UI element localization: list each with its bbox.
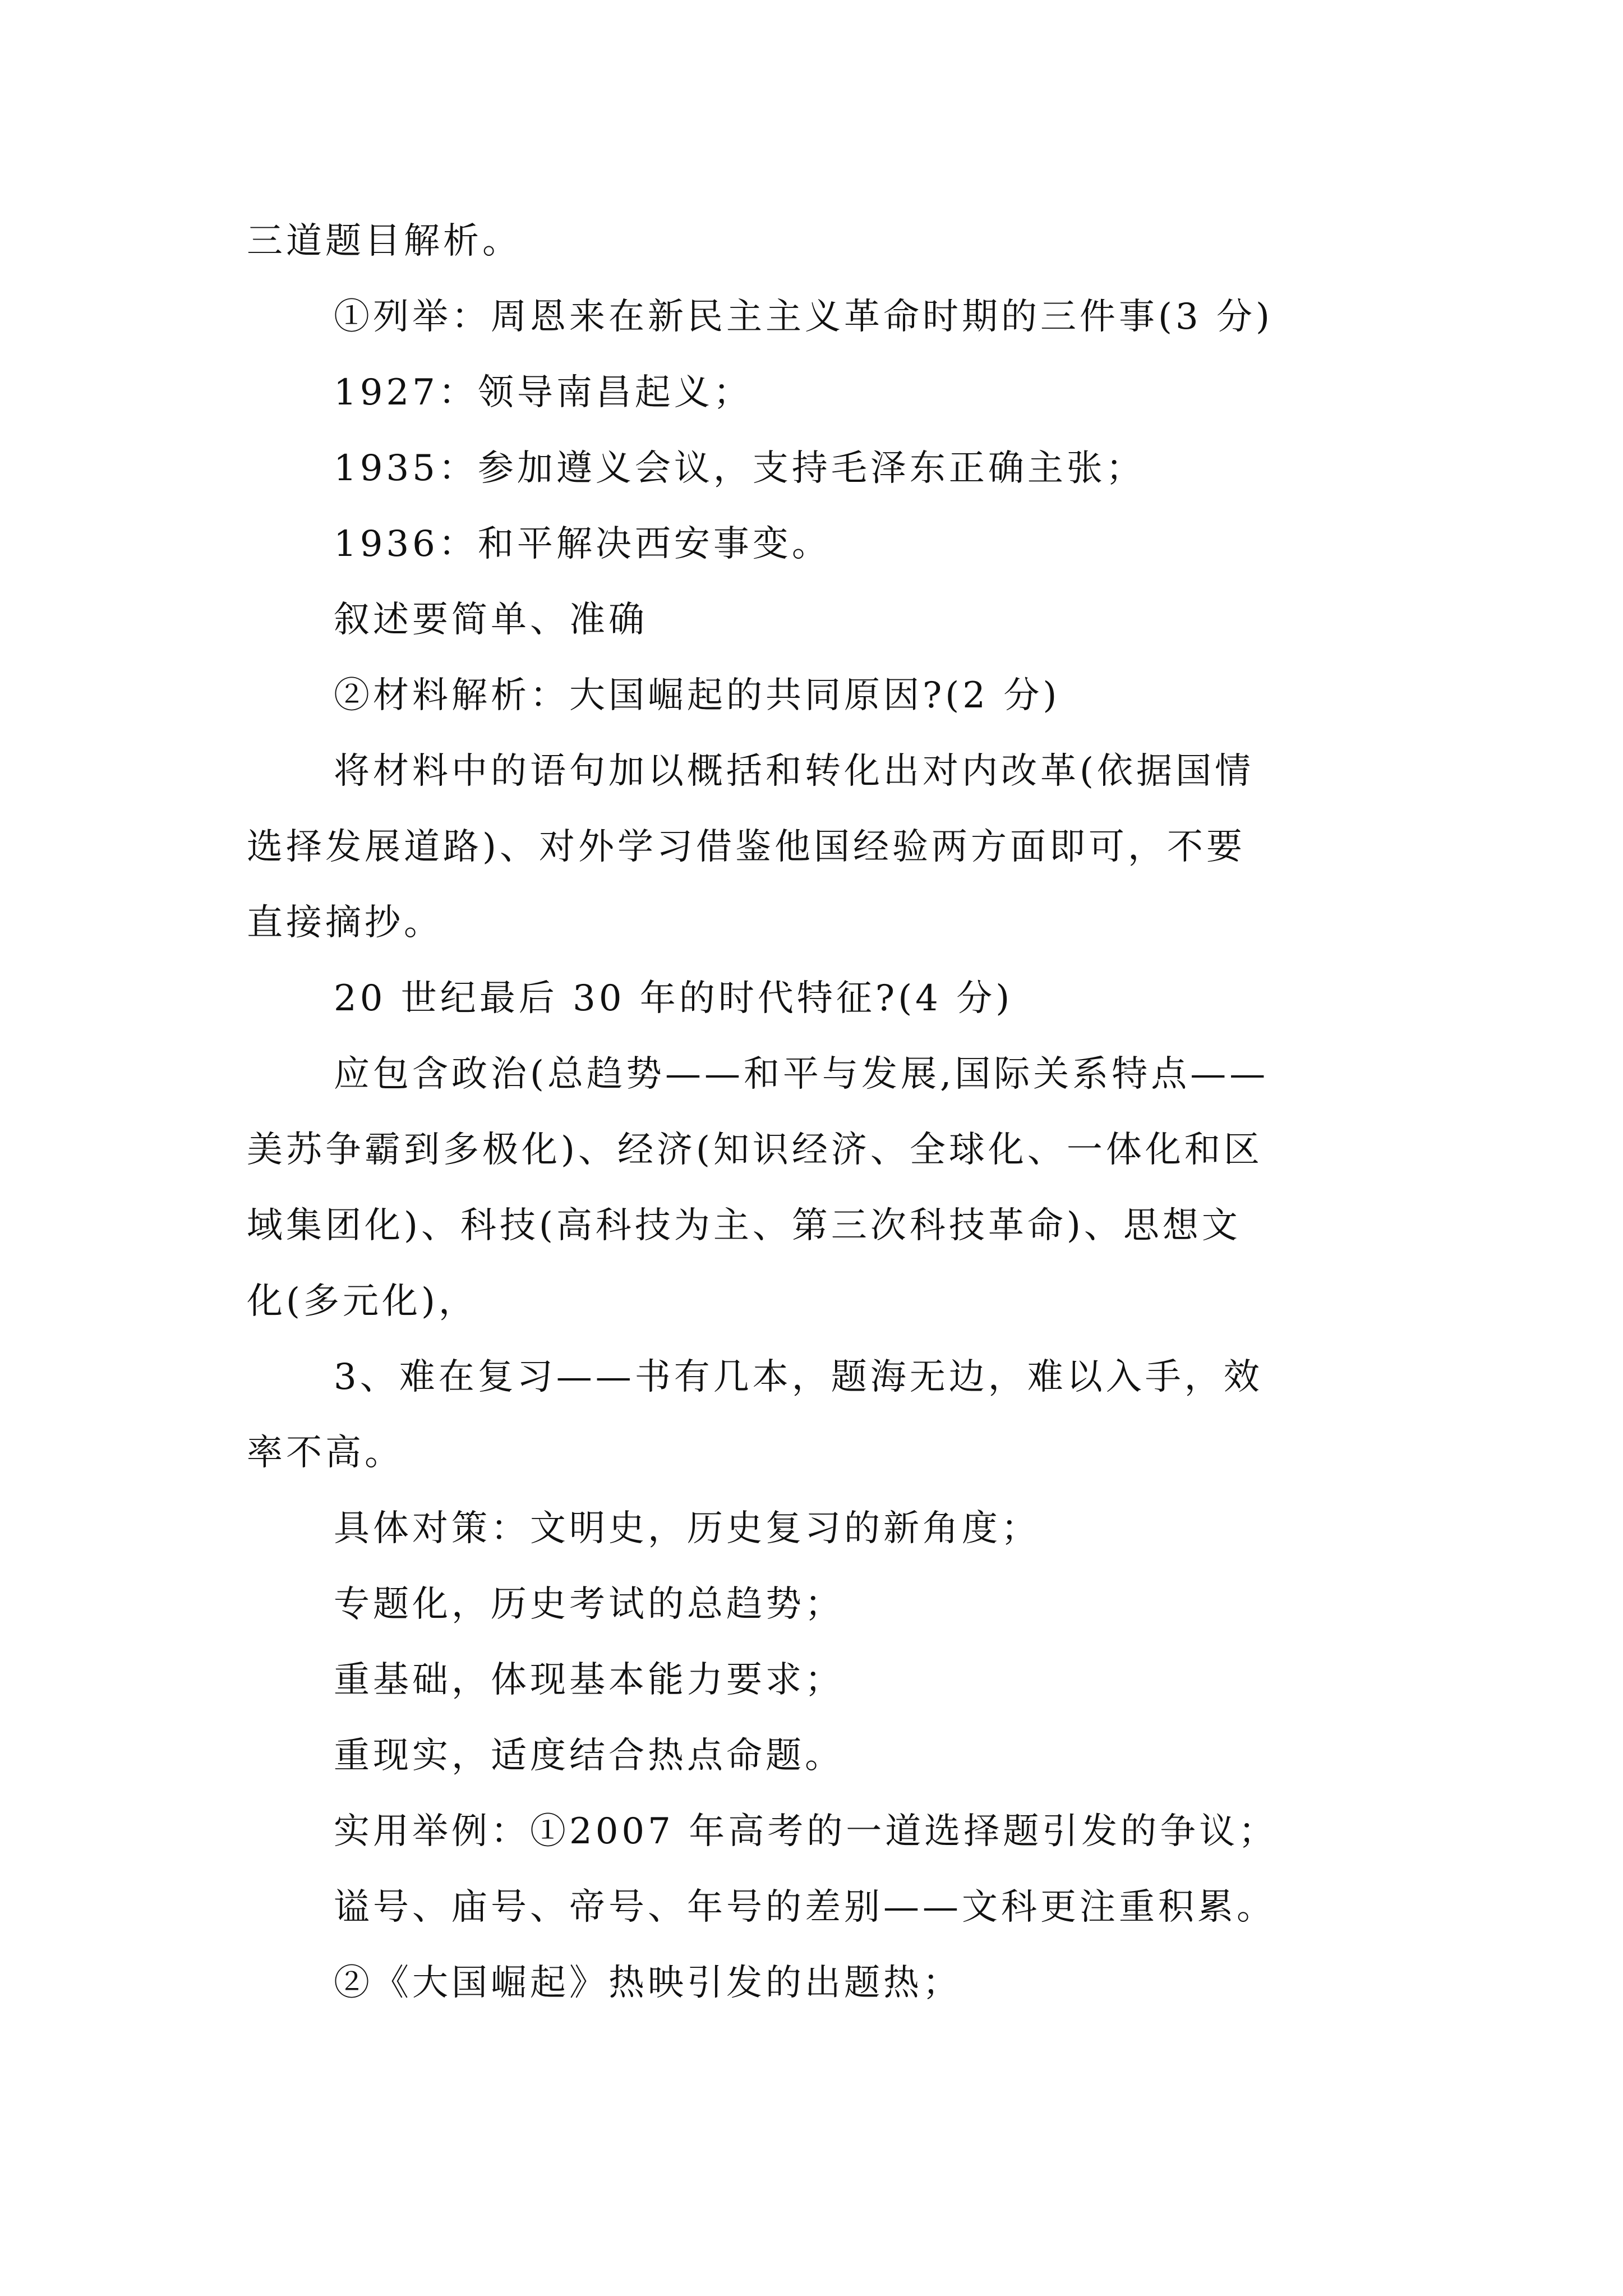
- paragraph-line: 3、难在复习——书有几本，题海无边，难以入手，效: [334, 1356, 1263, 1398]
- paragraph-line: 20 世纪最后 30 年的时代特征?(4 分): [334, 978, 1013, 1019]
- paragraph-line: 选择发展道路)、对外学习借鉴他国经验两方面即可，不要: [247, 826, 1246, 868]
- paragraph-line: 实用举例：①2007 年高考的一道选择题引发的争议；: [334, 1811, 1278, 1852]
- paragraph-line: ②材料解析：大国崛起的共同原因?(2 分): [334, 675, 1061, 716]
- paragraph-line: 域集团化)、科技(高科技为主、第三次科技革命)、思想文: [247, 1205, 1241, 1246]
- paragraph-line: 专题化，历史考试的总趋势；: [334, 1584, 844, 1625]
- paragraph-line: 谥号、庙号、帝号、年号的差别——文科更注重积累。: [334, 1887, 1276, 1928]
- paragraph-line: 1927：领导南昌起义；: [334, 372, 753, 413]
- paragraph-line: 叙述要简单、准确: [334, 599, 648, 641]
- paragraph-line: 直接摘抄。: [247, 902, 443, 944]
- paragraph-line: 应包含政治(总趋势——和平与发展,国际关系特点——: [334, 1053, 1269, 1095]
- paragraph-line: 将材料中的语句加以概括和转化出对内改革(依据国情: [334, 751, 1254, 792]
- paragraph-line: ①列举：周恩来在新民主主义革命时期的三件事(3 分): [334, 296, 1273, 338]
- paragraph-line: 1935：参加遵义会议，支持毛泽东正确主张；: [334, 448, 1145, 489]
- paragraph-line: 化(多元化)，: [247, 1281, 478, 1322]
- paragraph-line: 率不高。: [247, 1432, 404, 1474]
- paragraph-line: 重基础，体现基本能力要求；: [334, 1659, 844, 1701]
- paragraph-line: 美苏争霸到多极化)、经济(知识经济、全球化、一体化和区: [247, 1129, 1263, 1171]
- paragraph-line: 具体对策：文明史，历史复习的新角度；: [334, 1508, 1040, 1549]
- paragraph-line: 重现实，适度结合热点命题。: [334, 1735, 844, 1777]
- paragraph-line: ②《大国崛起》热映引发的出题热；: [334, 1962, 962, 2004]
- paragraph-line: 1936：和平解决西安事变。: [334, 523, 831, 565]
- paragraph-line: 三道题目解析。: [247, 220, 522, 262]
